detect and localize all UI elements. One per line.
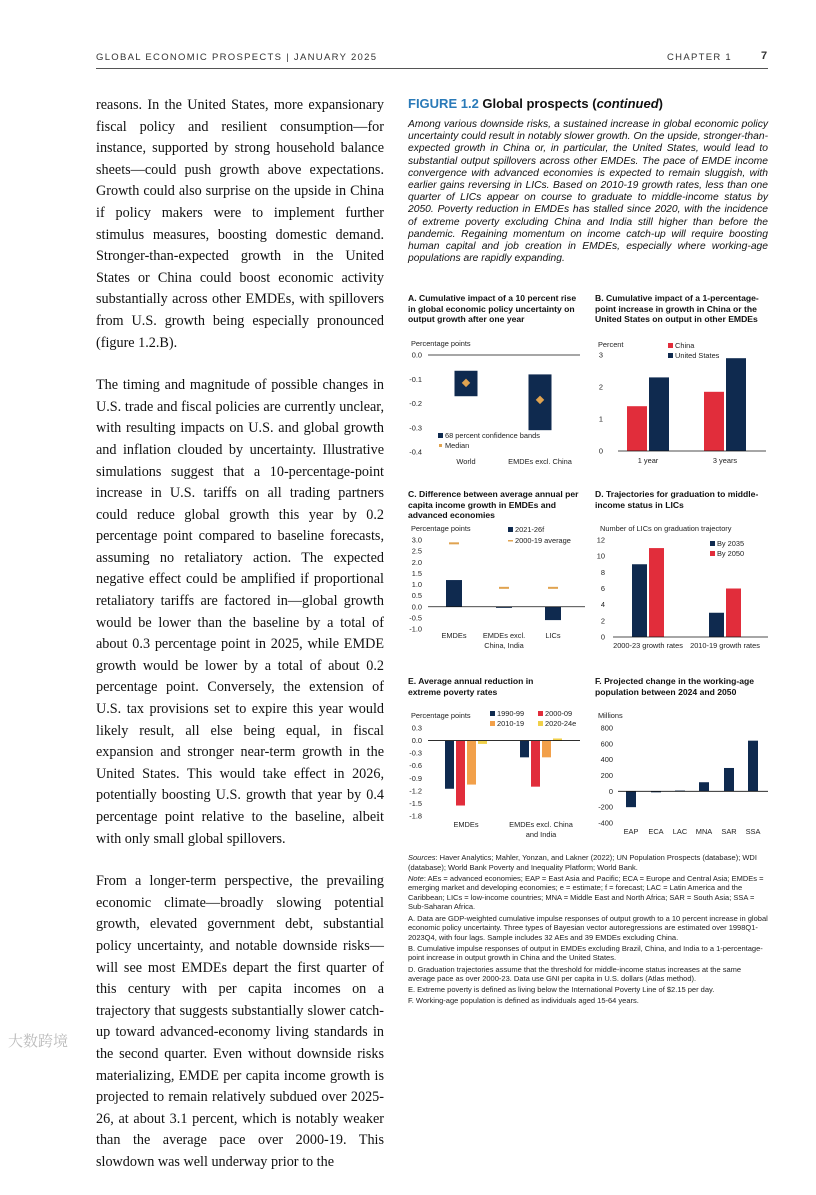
x-tick-label-f: LAC — [672, 827, 688, 836]
y-tick-label-d: 10 — [596, 551, 605, 561]
axis-unit-label-f: Millions — [598, 711, 623, 720]
x-tick-label-e: EMDEs — [453, 820, 479, 829]
y-tick-label-f: -200 — [598, 802, 613, 812]
bar-e — [542, 741, 551, 758]
axis-unit-label-a: Percentage points — [411, 339, 471, 348]
bar-e — [467, 741, 476, 785]
legend-swatch — [508, 527, 513, 532]
paragraph: The timing and magnitude of possible changes in U.S. trade and fiscal policies are currently unclear, with resulting impacts on U.S. and global growth and inflation clouded by uncertainty. Illustrative simulations suggest that a 10-percentage-point increase in U.S. tariffs on all trading partners could reduce global growth this year by 0.2 percentage point compared to baseline forecasts, assuming no retaliatory action. The expected negative effect could be amplified if proportional retaliatory tariffs are factored in—global growth would be lower than the baseline by a total of about 0.3 percentage point in 2025, while EMDE growth would be lower by a total of about 0.2 percentage point. Conversely, the extension of U.S. tax provisions set to expire this year would likely result, all else being equal, in fiscal expansion and stronger near-term growth in the United States. This would take effect in 2026, potentially boosting U.S. growth that year by 0.4 percentage point relative to the baseline, albeit with only small global spillovers. — [96, 377, 384, 847]
y-tick-label-f: 800 — [600, 723, 613, 733]
watermark-logo: 大数跨境 — [8, 1033, 69, 1050]
panel-title-e: E. Average annual reduction in extreme poverty rates — [408, 676, 534, 697]
bar-d — [726, 589, 741, 638]
legend-swatch — [490, 711, 495, 716]
y-tick-label-c: 2.5 — [411, 546, 422, 556]
panel-title-b: B. Cumulative impact of a 1-percentage-point increase in growth in China or the United States on output in other EMDEs — [595, 293, 759, 325]
bar-d — [632, 564, 647, 637]
figure-number: FIGURE 1.2 — [408, 96, 479, 111]
legend-swatch — [538, 711, 543, 716]
y-tick-label-e: -1.8 — [409, 811, 422, 821]
legend-swatch — [710, 541, 715, 546]
sources-text: : Haver Analytics; Mahler, Yonzan, and Lakner (2022); UN Population Prospects (database); WDI (database); World Bank Poverty and Inequality Platform; World Bank. — [408, 853, 757, 872]
panel-title-a: A. Cumulative impact of a 10 percent rise in global economic policy uncertainty on output growth after one year — [408, 293, 577, 325]
y-tick-label-f: 400 — [600, 755, 613, 765]
bar-f — [748, 741, 758, 792]
y-tick-label-f: 600 — [600, 739, 613, 749]
y-tick-label-d: 6 — [600, 584, 605, 593]
note-d: D. Graduation trajectories assume that the threshold for middle-income status increases at the same average pace as over 2000-23. Data use GNI per capita in U.S. dollars (Atlas method). — [408, 964, 742, 984]
x-tick-label-d: 2010-19 growth rates — [690, 641, 760, 650]
bar-2021-26f — [446, 580, 462, 607]
y-tick-label-b: 0 — [598, 446, 603, 456]
x-tick-label-c: LICs — [545, 631, 561, 640]
bar-e — [445, 741, 454, 789]
y-tick-label-f: 200 — [600, 771, 613, 780]
x-tick-label-e: and India — [525, 830, 557, 839]
y-tick-label-e: 0.3 — [411, 723, 422, 733]
axis-unit-label-b: Percent — [598, 340, 624, 349]
bar-f — [724, 768, 734, 791]
y-tick-label-f: -400 — [598, 818, 613, 828]
legend-label: 2021-26f — [515, 525, 545, 534]
bar-d — [709, 613, 724, 637]
y-tick-label-c: -1.0 — [409, 624, 422, 634]
legend-label: 2020-24e — [545, 719, 577, 728]
note-label: Note — [408, 873, 424, 883]
note-e: E. Extreme poverty is defined as living below the International Poverty Line of $2.15 per day. — [408, 985, 715, 995]
y-tick-label-a: -0.2 — [409, 399, 422, 408]
y-tick-label-d: 4 — [600, 600, 605, 610]
legend-label: United States — [675, 351, 720, 360]
figure-title-italic: continued — [596, 96, 659, 111]
panel-title-d: D. Trajectories for graduation to middle-income status in LICs — [595, 489, 759, 510]
y-tick-label-e: -1.2 — [409, 786, 422, 796]
y-tick-label-b: 3 — [598, 350, 603, 360]
bar-b — [726, 358, 746, 451]
legend-swatch — [538, 721, 543, 726]
legend-swatch — [710, 551, 715, 556]
axis-unit-label-c: Percentage points — [411, 524, 471, 533]
axis-unit-label-e: Percentage points — [411, 711, 471, 720]
note-f: F. Working-age population is defined as individuals aged 15-64 years. — [408, 996, 639, 1006]
legend-label: By 2035 — [717, 539, 745, 548]
figure-notes — [408, 853, 770, 1007]
legend-label: 2000-09 — [545, 709, 573, 718]
y-tick-label-c: 2.0 — [411, 557, 422, 567]
y-tick-label-e: -0.3 — [409, 748, 422, 758]
note-b: B. Cumulative impulse responses of output in EMDEs excluding Brazil, China, and India to a 1-percentage-point increase in output growth in China and the United States. — [408, 943, 763, 963]
bar-e — [478, 741, 487, 744]
bar-f — [699, 782, 709, 791]
y-tick-label-c: 3.0 — [411, 535, 422, 545]
y-tick-label-e: -0.9 — [409, 773, 422, 783]
y-tick-label-a: 0.0 — [411, 350, 422, 360]
bar-b — [704, 392, 724, 451]
legend-label: 2010-19 — [497, 719, 525, 728]
legend-label: China — [675, 341, 695, 350]
legend-swatch — [668, 343, 673, 348]
x-tick-label-d: 2000-23 growth rates — [613, 641, 683, 650]
bar-e — [531, 741, 540, 787]
paragraph: From a longer-term perspective, the prevailing economic climate—broadly slowing potential growth, elevated government debt, substantial policy uncertainty, and notable downside risks—will see most EMDEs depart the first quarter of this century with per capita incomes on a trajectory that suggests substantially slower catch-up toward advanced-economy living standards in the second quarter. Even without downside risks materializing, EMDE per capita income growth is projected to remain relatively subdued over 2025-26, at about 3.1 percent, which is notably weaker than the average pace over 2000-19. This slowdown was well underway prior to the — [96, 873, 384, 1170]
y-tick-label-a: -0.4 — [409, 447, 422, 457]
y-tick-label-e: 0.0 — [411, 736, 422, 746]
average-marker — [499, 587, 509, 589]
y-tick-label-a: -0.3 — [409, 423, 422, 433]
average-marker — [548, 587, 558, 589]
average-marker — [449, 542, 459, 544]
y-tick-label-c: 0.5 — [411, 591, 422, 601]
bar-f — [626, 791, 636, 807]
sources-label: Sources — [408, 853, 436, 862]
y-tick-label-c: -0.5 — [409, 613, 422, 623]
legend-label: 68 percent confidence bands — [445, 431, 540, 440]
bar-2021-26f — [545, 607, 561, 620]
note-text: : AEs = advanced economies; EAP = East Asia and Pacific; ECA = Europe and Central Asia; EMDEs = emerging market and developing economies; e = estimate; f = forecast; LAC = Latin America and the Caribbean; LICs = low-income countries; MNA = Middle East and North Africa; SAR = South Asia; SSA = Sub-Saharan Africa. — [408, 873, 764, 912]
page-number: 7 — [761, 50, 769, 62]
note-a: A. Data are GDP-weighted cumulative impulse responses of output growth to a 10 percent increase in global economic policy uncertainty. Three types of Bayesian vector autoregressions are estimated over 1998Q1-2023Q4, with four lags. Sample includes 32 AEs and 39 EMDEs excluding China. — [408, 913, 768, 942]
x-tick-label-b: 3 years — [712, 456, 738, 465]
running-title: GLOBAL ECONOMIC PROSPECTS | JANUARY 2025 — [96, 52, 378, 63]
y-tick-label-b: 1 — [598, 414, 603, 424]
figure-intro: Among various downside risks, a sustained increase in global economic policy uncertainty could result in notably slower growth. On the upside, stronger-than-expected growth in China or, in particular, the United States, would lead to substantial output spillovers across other EMDEs. The pace of EMDE income convergence with advanced economies is expected to remain sluggish, with earlier gains reversing in LICs. Based on 2010-19 growth rates, less than one quarter of LICs appear on course to graduate to middle-income status by 2050. Poverty reduction in EMDEs has stalled since 2020, with the incidence of extreme poverty excluding China and India still higher than before the pandemic. Regaining momentum on income catch-up will require boosting human capital and job creation in EMDEs, especially where working-age populations are rapidly expanding. — [408, 119, 768, 265]
x-tick-label-f: MNA — [695, 827, 713, 836]
legend-swatch — [439, 444, 442, 447]
y-tick-label-c: 1.5 — [411, 568, 422, 578]
bar-d — [649, 548, 664, 637]
legend-swatch — [490, 721, 495, 726]
y-tick-label-d: 2 — [600, 616, 605, 626]
y-tick-label-c: 1.0 — [411, 580, 422, 589]
x-tick-label-f: SAR — [721, 827, 737, 836]
legend-label: Median — [445, 441, 470, 450]
y-tick-label-e: -0.6 — [409, 761, 422, 771]
legend-label: By 2050 — [717, 549, 745, 558]
y-tick-label-d: 0 — [600, 632, 605, 642]
x-tick-label-a: World — [456, 457, 476, 466]
chapter-label: CHAPTER 1 — [667, 52, 733, 63]
x-tick-label-f: SSA — [745, 827, 761, 836]
figure-title-text: Global prospects ( — [482, 96, 597, 111]
axis-unit-label-d: Number of LICs on graduation trajectory — [600, 524, 732, 533]
y-tick-label-a: -0.1 — [409, 374, 422, 384]
legend-swatch — [508, 540, 513, 542]
x-tick-label-a: EMDEs excl. China — [508, 457, 572, 466]
figure-title-end: ) — [658, 96, 664, 111]
bar-e — [520, 741, 529, 758]
y-tick-label-d: 12 — [596, 535, 605, 545]
panel-title-f: F. Projected change in the working-age population between 2024 and 2050 — [595, 676, 755, 697]
bar-b — [627, 406, 647, 451]
x-tick-label-c: China, India — [484, 641, 524, 650]
y-tick-label-d: 8 — [600, 567, 605, 577]
x-tick-label-f: ECA — [648, 827, 664, 836]
y-tick-label-e: -1.5 — [409, 798, 422, 808]
x-tick-label-f: EAP — [623, 827, 639, 836]
legend-swatch — [668, 353, 673, 358]
y-tick-label-b: 2 — [598, 382, 603, 392]
paragraph: reasons. In the United States, more expansionary fiscal policy and resilient consumption—for instance, supported by strong household balance sheets—could push growth above expectations. Growth could also surprise on the upside in China if policy makers were to implement further stimulus measures, boosting domestic demand. Stronger-than-expected growth in the United States or China could boost economic activity substantially across other EMDEs, with spillovers from U.S. growth being especially pronounced (figure 1.2.B). — [96, 97, 384, 351]
bar-b — [649, 377, 669, 451]
y-tick-label-c: 0.0 — [411, 602, 422, 612]
panel-title-c: C. Difference between average annual per capita income growth in EMDEs and advanced economies — [408, 489, 579, 521]
legend-label: 2000-19 average — [515, 536, 571, 545]
bar-e — [456, 741, 465, 806]
legend-swatch — [438, 433, 443, 438]
x-tick-label-c: EMDEs — [441, 631, 467, 640]
x-tick-label-c: EMDEs excl. — [482, 631, 526, 640]
y-tick-label-f: 0 — [608, 786, 613, 796]
legend-label: 1990-99 — [497, 709, 525, 718]
x-tick-label-e: EMDEs excl. China — [509, 820, 573, 829]
x-tick-label-b: 1 year — [637, 456, 659, 465]
